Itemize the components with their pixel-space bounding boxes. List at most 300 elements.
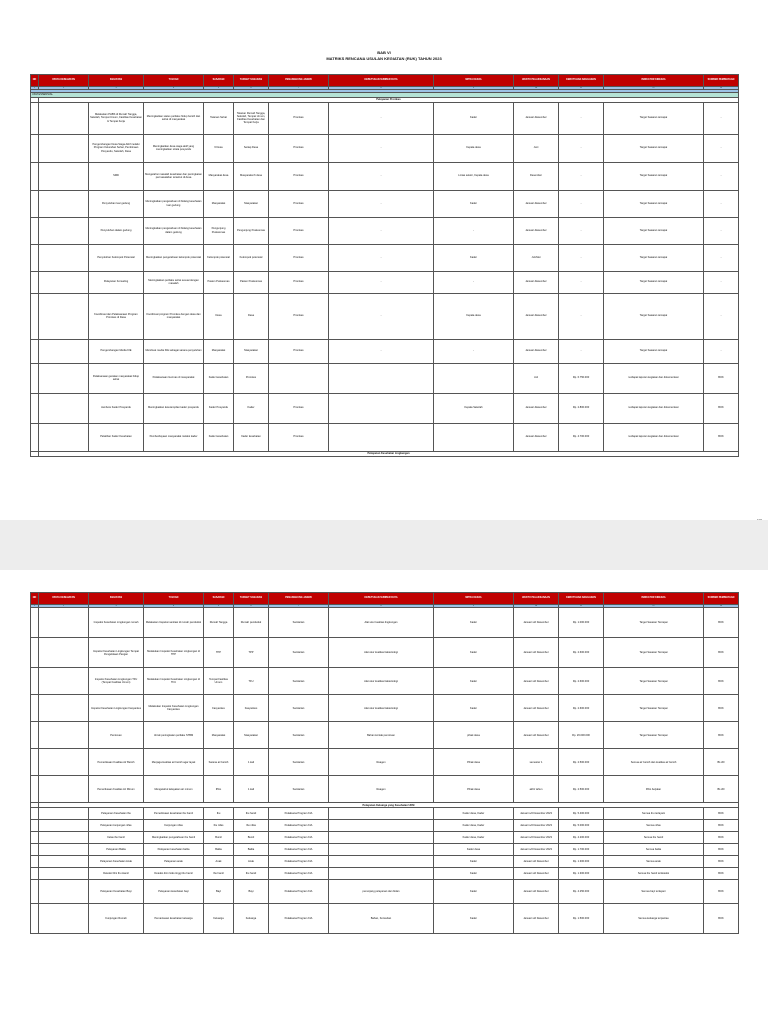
kesling-section-label: Pelayanan Kesehatan Lingkungan	[39, 451, 739, 456]
cell-kegiatan: Kunjungan Rumah	[89, 904, 144, 934]
column-header: KEGIATAN	[89, 75, 144, 87]
cell-sumber: Reagen	[329, 749, 434, 776]
column-header: TUJUAN	[144, 75, 204, 87]
column-number: 2	[39, 605, 89, 608]
cell-waktu: semester 1	[514, 749, 559, 776]
cell-pj: Pelaksana Program KIA	[269, 904, 329, 934]
cell-indikator: Semua bayi terlayani	[604, 880, 704, 904]
cell-sumber: -	[329, 271, 434, 293]
cell-dana: -	[704, 271, 739, 293]
column-number: 7	[269, 605, 329, 608]
cell-anggaran: -	[559, 217, 604, 244]
document-title-block	[0, 50, 768, 61]
cell-mitra: Kepala desa	[434, 134, 514, 162]
cell-mitra: Kepala Sekolah	[434, 393, 514, 423]
ruk-matrix-table-2	[30, 592, 739, 934]
cell-target: Setiap Desa	[234, 134, 269, 162]
table-row	[31, 423, 739, 451]
cell-sumber	[329, 832, 434, 844]
cell-pj: Sanitarian	[269, 638, 329, 668]
cell-anggaran: Rp. 4.200.000	[559, 832, 604, 844]
cell-tujuan: Melakukan Inspeksi sanitasi di rumah penduduk	[144, 608, 204, 638]
cell-sumber: Bahan kontak pemicuan	[329, 722, 434, 749]
cell-sasaran: Bumil	[204, 832, 234, 844]
row-number-cell	[31, 244, 39, 271]
column-header: MITRA KERJA	[434, 75, 514, 87]
cell-indikator: Target Sasaran tercapai	[604, 339, 704, 363]
kb-section-label: Pelayanan Keluarga yang Kesehatan UKM	[39, 803, 739, 808]
essential-band-label: UKM ESSENSIAL	[31, 93, 739, 97]
cell-anggaran: -	[559, 271, 604, 293]
cell-tujuan: Membuat media KIE sebagai sarana penyuluhan	[144, 339, 204, 363]
cell-sumber	[329, 808, 434, 820]
cell-indikator: Semua keluarga terpantau	[604, 904, 704, 934]
cell-indikator: Target Sasaran Tercapai	[604, 695, 704, 722]
cell-dana: BOK	[704, 844, 739, 856]
cell-anggaran: Rp. 1.300.000	[559, 868, 604, 880]
cell-kegiatan: Pemeriksaan Kualitas Air Bersih	[89, 749, 144, 776]
cell-sumber	[329, 363, 434, 393]
row-number-cell	[31, 880, 39, 904]
cell-tujuan: Meningkatkan pengetahuan kelompok potensial	[144, 244, 204, 271]
cell-sumber: Alat ukur kualitas bakteriologi	[329, 695, 434, 722]
cell-tujuan: Meningkatkan status perilaku hidup bersih dan sehat di masyarakat	[144, 102, 204, 134]
table-row	[31, 162, 739, 190]
cell-anggaran: Rp. 5.400.000	[559, 808, 604, 820]
cell-tujuan: Melakukan Inspeksi Kesehatan Lingkungan di TFU	[144, 668, 204, 695]
cell-mitra: Kader	[434, 904, 514, 934]
cell-pj: Sanitarian	[269, 608, 329, 638]
column-header: SUMBER PEMBIAYAAN	[704, 75, 739, 87]
cell-waktu: Januari s/d Desember	[514, 608, 559, 638]
cell-target: Masyarakat	[234, 722, 269, 749]
cell-waktu: Juli-Mei	[514, 244, 559, 271]
cell-anggaran: -	[559, 134, 604, 162]
cell-target: Tatanan Rumah Tangga, Sekolah, Tempat Umum, Fasilitas Kesehatan dan Tempat Kerja	[234, 102, 269, 134]
cell-sasaran: Masyarakat	[204, 722, 234, 749]
upaya-cell	[39, 393, 89, 423]
table-row	[31, 244, 739, 271]
cell-waktu: Januari-Desember	[514, 423, 559, 451]
cell-target: Bayi	[234, 880, 269, 904]
cell-dana: BOK	[704, 880, 739, 904]
cell-tujuan: Menjaga kualitas air bersih agar layak	[144, 749, 204, 776]
cell-sasaran: Desa	[204, 293, 234, 339]
row-number-cell	[31, 668, 39, 695]
cell-sumber	[329, 844, 434, 856]
column-header: WAKTU PELAKSANAAN	[514, 593, 559, 605]
cell-indikator: Target Sasaran tercapai	[604, 244, 704, 271]
cell-sasaran: Pengunjung Puskesmas	[204, 217, 234, 244]
cell-kegiatan: Deteksi Dini Ibu Hamil	[89, 868, 144, 880]
column-header: SASARAN	[204, 593, 234, 605]
cell-indikator: Target Sasaran tercapai	[604, 134, 704, 162]
cell-dana: BOK	[704, 820, 739, 832]
cell-waktu: Desember	[514, 162, 559, 190]
cell-kegiatan: Pelayanan Kesehatan Bayi	[89, 880, 144, 904]
column-number: 2	[39, 87, 89, 90]
cell-anggaran: -	[559, 339, 604, 363]
cell-mitra: Kader	[434, 880, 514, 904]
table-row	[31, 134, 739, 162]
cell-tujuan: Pelayanan kesehatan bayi	[144, 880, 204, 904]
cell-dana: BOK	[704, 638, 739, 668]
column-number: 8	[329, 87, 434, 90]
cell-target: TFU	[234, 668, 269, 695]
column-header: KEGIATAN	[89, 593, 144, 605]
column-number: 1	[31, 87, 39, 90]
cell-target: Kelompok potensial	[234, 244, 269, 271]
cell-sumber: -	[329, 217, 434, 244]
cell-sasaran: Keluarga	[204, 904, 234, 934]
cell-kegiatan: Pelayanan Balita	[89, 844, 144, 856]
cell-mitra: Kader desa	[434, 844, 514, 856]
column-number: 5	[204, 87, 234, 90]
cell-sasaran: Pasien Puskesmas	[204, 271, 234, 293]
cell-mitra: Kader	[434, 190, 514, 217]
cell-anggaran: Rp. 2.600.000	[559, 668, 604, 695]
upaya-cell	[39, 749, 89, 776]
column-header: KEBUTUHAN ANGGARAN	[559, 593, 604, 605]
row-number-cell	[31, 608, 39, 638]
cell-indikator: Semua air bersih dan kualitas air bersih	[604, 749, 704, 776]
table-row	[31, 808, 739, 820]
cell-sasaran: Bayi	[204, 880, 234, 904]
cell-indikator: Target Sasaran tercapai	[604, 162, 704, 190]
cell-mitra: -	[434, 339, 514, 363]
cell-dana: BLUD	[704, 776, 739, 803]
column-header: PENANGGUNG JAWAB	[269, 75, 329, 87]
column-number: 8	[329, 605, 434, 608]
upaya-cell	[39, 134, 89, 162]
cell-anggaran: Rp. 1.700.000	[559, 844, 604, 856]
cell-sumber	[329, 868, 434, 880]
cell-mitra: Kader	[434, 695, 514, 722]
cell-target: Ibu nifas	[234, 820, 269, 832]
cell-indikator: Semua ibu terlayani	[604, 808, 704, 820]
cell-dana: BOK	[704, 856, 739, 868]
table-row	[31, 856, 739, 868]
cell-pj: Pelaksana Program KIA	[269, 880, 329, 904]
cell-kegiatan: Melakukan PHBS di Rumah Tangga, Sekolah, Tempat Umum, Fasilitas Kesehatan & Tempat Kerja	[89, 102, 144, 134]
cell-waktu: Januari s/d Desember	[514, 856, 559, 868]
kesling-section-row	[31, 451, 739, 456]
table-row	[31, 668, 739, 695]
cell-waktu: Januari-Desember	[514, 217, 559, 244]
upaya-cell	[39, 217, 89, 244]
cell-kegiatan: SMD	[89, 162, 144, 190]
upaya-cell	[39, 820, 89, 832]
cell-tujuan: Pemeriksaan kesehatan ibu hamil	[144, 808, 204, 820]
column-header: KEBUTUHAN SUMBER DAYA	[329, 75, 434, 87]
cell-kegiatan: Pengembangan Desa Siaga Aktif melalui Program Kelurahan Sehat, Pembinaan Posyandu, Sekolah, Desa	[89, 134, 144, 162]
cell-mitra: Kader	[434, 856, 514, 868]
cell-kegiatan: Penyuluhan luar gedung	[89, 190, 144, 217]
cell-target: Rumah penduduk	[234, 608, 269, 638]
column-header: UPAYA KESEHATAN	[39, 75, 89, 87]
cell-sasaran: Rumah Tangga	[204, 608, 234, 638]
cell-waktu: akhir tahun	[514, 776, 559, 803]
cell-sasaran: Balita	[204, 844, 234, 856]
table-row	[31, 293, 739, 339]
cell-indikator: Semua ibu hamil	[604, 832, 704, 844]
cell-target: Kader kesehatan	[234, 423, 269, 451]
cell-tujuan: Mengetahui kelayakan air minum	[144, 776, 204, 803]
cell-tujuan: Meningkatkan pengetahuan di bidang kesehatan dalam gedung	[144, 217, 204, 244]
cell-dana: BOK	[704, 695, 739, 722]
cell-pj: Sanitarian	[269, 776, 329, 803]
upaya-cell	[39, 832, 89, 844]
cell-indikator: Target Sasaran tercapai	[604, 102, 704, 134]
cell-dana: BOK	[704, 832, 739, 844]
column-header: NO	[31, 593, 39, 605]
table-row	[31, 832, 739, 844]
cell-sumber	[329, 423, 434, 451]
cell-sumber	[329, 856, 434, 868]
cell-indikator: Target Sasaran Tercapai	[604, 722, 704, 749]
cell-waktu: Juni	[514, 134, 559, 162]
row-number-cell	[31, 293, 39, 339]
upaya-cell	[39, 190, 89, 217]
cell-tujuan: Meningkatkan pengetahuan di bidang kesehatan luar gedung	[144, 190, 204, 217]
column-number: 5	[204, 605, 234, 608]
cell-pj: Sanitarian	[269, 722, 329, 749]
cell-dana: BOK	[704, 423, 739, 451]
cell-target: Bumil	[234, 832, 269, 844]
cell-sasaran: IPAL	[204, 776, 234, 803]
cell-mitra: Kepala desa	[434, 293, 514, 339]
cell-indikator: Semua ibu hamil terdeteksi	[604, 868, 704, 880]
cell-kegiatan: Pemicuan	[89, 722, 144, 749]
cell-indikator: Target Sasaran Tercapai	[604, 638, 704, 668]
cell-dana: BOK	[704, 363, 739, 393]
ruk-matrix-table-1	[30, 74, 739, 457]
cell-target: 1 kali	[234, 749, 269, 776]
cell-tujuan: Mengetahui masalah kesehatan dan peningkatan permasalahan tersebut di desa	[144, 162, 204, 190]
table-row	[31, 190, 739, 217]
cell-target: Ibu hamil	[234, 808, 269, 820]
cell-pj: Pelaksana Program KIA	[269, 820, 329, 832]
cell-waktu: Januari-Desember	[514, 393, 559, 423]
cell-sasaran: Ibu hamil	[204, 868, 234, 880]
cell-target: Keluarga	[234, 904, 269, 934]
cell-dana: BOK	[704, 808, 739, 820]
cell-tujuan: Meningkatkan perilaku sehat sesuai dengan masalah	[144, 271, 204, 293]
cell-target: Pengunjung Puskesmas	[234, 217, 269, 244]
row-number-cell	[31, 190, 39, 217]
table-body-2	[31, 608, 739, 934]
cell-pj: Promkes	[269, 190, 329, 217]
cell-sasaran: Tatanan Sehat	[204, 102, 234, 134]
cell-tujuan: Meningkatkan desa siaga aktif yang meningkatkan strata posyandu	[144, 134, 204, 162]
column-number: 10	[514, 605, 559, 608]
cell-mitra: Kader desa, Kader	[434, 808, 514, 820]
cell-pj: Promkes	[269, 293, 329, 339]
cell-mitra: Kader	[434, 868, 514, 880]
cell-pj: Promkes	[269, 134, 329, 162]
cell-pj: Sanitarian	[269, 695, 329, 722]
column-number: 1	[31, 605, 39, 608]
upaya-cell	[39, 808, 89, 820]
cell-sasaran: Kader kesehatan	[204, 363, 234, 393]
cell-mitra: -	[434, 271, 514, 293]
cell-sumber	[329, 820, 434, 832]
cell-target: Pasien Puskesmas	[234, 271, 269, 293]
row-number-cell	[31, 776, 39, 803]
cell-indikator: Target Sasaran tercapai	[604, 271, 704, 293]
cell-tujuan: Meningkatkan keterampilan kader posyandu	[144, 393, 204, 423]
cell-waktu: Januari s/d Desember	[514, 904, 559, 934]
column-header: SUMBER PEMBIAYAAN	[704, 593, 739, 605]
row-number-cell	[31, 722, 39, 749]
cell-sumber: -	[329, 339, 434, 363]
cell-indikator: Semua anak	[604, 856, 704, 868]
cell-waktu: Januari-Desember	[514, 339, 559, 363]
column-number: 10	[514, 87, 559, 90]
cell-target: Promkes	[234, 363, 269, 393]
table-row	[31, 271, 739, 293]
upaya-cell	[39, 293, 89, 339]
column-header: TARGET SASARAN	[234, 593, 269, 605]
cell-anggaran: -	[559, 102, 604, 134]
cell-sumber: Alat ukur kualitas bakteriologi	[329, 638, 434, 668]
cell-kegiatan: Koordinasi dan Pelaksanaan Program Promkes di Desa	[89, 293, 144, 339]
cell-sasaran: Kader kesehatan	[204, 423, 234, 451]
cell-indikator: terdapat laporan kegiatan dan dokumentasi	[604, 393, 704, 423]
cell-sasaran: Ibu	[204, 808, 234, 820]
cell-waktu: Januari s/d Desember	[514, 695, 559, 722]
table-header-row	[31, 593, 739, 605]
cell-anggaran: Rp. 1.500.000	[559, 904, 604, 934]
cell-target: 1 kali	[234, 776, 269, 803]
table-row	[31, 868, 739, 880]
upaya-cell	[39, 244, 89, 271]
cell-sasaran: Masyarakat	[204, 190, 234, 217]
upaya-cell	[39, 844, 89, 856]
column-number: 11	[559, 605, 604, 608]
cell-sasaran: Kelompok potensial	[204, 244, 234, 271]
cell-kegiatan: Pelaksanaan gerakan masyarakat hidup sehat	[89, 363, 144, 393]
cell-waktu: Januari s/d Desember 2023	[514, 844, 559, 856]
upaya-cell	[39, 722, 89, 749]
cell-target: Masyarakat	[234, 190, 269, 217]
cell-indikator: Target Sasaran Tercapai	[604, 668, 704, 695]
cell-anggaran: Rp. 26.000.000	[559, 722, 604, 749]
table-row	[31, 820, 739, 832]
upaya-cell	[39, 363, 89, 393]
table-row	[31, 695, 739, 722]
cell-sumber: Alat ukur kualitas lingkungan	[329, 608, 434, 638]
cell-sasaran: Fasyankes	[204, 695, 234, 722]
cell-tujuan: Untuk peningkatan perilaku STBM	[144, 722, 204, 749]
cell-kegiatan: Penyuluhan Kelompok Potensial	[89, 244, 144, 271]
cell-sasaran: Anak	[204, 856, 234, 868]
table-row	[31, 844, 739, 856]
column-number: 3	[89, 605, 144, 608]
table-header-row	[31, 75, 739, 87]
cell-mitra: Kader	[434, 608, 514, 638]
row-number-cell	[31, 162, 39, 190]
cell-target: Balita	[234, 844, 269, 856]
cell-anggaran: Rp. 6.750.000	[559, 363, 604, 393]
cell-indikator: Target Sasaran tercapai	[604, 190, 704, 217]
cell-dana: -	[704, 244, 739, 271]
cell-target: Ibu hamil	[234, 868, 269, 880]
cell-waktu: Januari s/d Desember	[514, 880, 559, 904]
cell-pj: Promkes	[269, 271, 329, 293]
cell-target: TPP	[234, 638, 269, 668]
row-number-cell	[31, 695, 39, 722]
upaya-cell	[39, 856, 89, 868]
cell-sumber: penunjang pelayanan dan bidan	[329, 880, 434, 904]
cell-dana: BOK	[704, 393, 739, 423]
table-row	[31, 217, 739, 244]
document-title: BAB VI	[377, 50, 391, 55]
cell-mitra: Pihak desa	[434, 776, 514, 803]
cell-sumber: -	[329, 102, 434, 134]
column-header: PENANGGUNG JAWAB	[269, 593, 329, 605]
row-number-cell	[31, 423, 39, 451]
column-header: NO	[31, 75, 39, 87]
document-subtitle: MATRIKS RENCANA USULAN KEGIATAN (RUK) TAHUN 2023	[326, 55, 442, 61]
cell-dana: BLUD	[704, 749, 739, 776]
cell-mitra: Lintas sektor, Kepala desa	[434, 162, 514, 190]
column-header: TUJUAN	[144, 593, 204, 605]
cell-anggaran: -	[559, 190, 604, 217]
cell-dana: -	[704, 293, 739, 339]
cell-waktu: Januari s/d Desember 2023	[514, 820, 559, 832]
cell-waktu: Januari-Desember	[514, 271, 559, 293]
cell-sasaran: TPP	[204, 638, 234, 668]
cell-kegiatan: Inspeksi Kesehatan Lingkungan rumah	[89, 608, 144, 638]
column-number: 13	[704, 605, 739, 608]
row-number-cell	[31, 856, 39, 868]
cell-target: Fasyankes	[234, 695, 269, 722]
cell-tujuan: Koordinasi program Promkes dengan desa dan masyarakat	[144, 293, 204, 339]
cell-pj: Promkes	[269, 244, 329, 271]
cell-sasaran: Kader Posyandu	[204, 393, 234, 423]
column-header: INDIKATOR KINERJA	[604, 75, 704, 87]
cell-anggaran: Rp. 5.000.000	[559, 820, 604, 832]
cell-kegiatan: Pelatihan Kader Kesehatan	[89, 423, 144, 451]
cell-anggaran: Rp. 4.250.000	[559, 880, 604, 904]
cell-anggaran: Rp. 2.500.000	[559, 776, 604, 803]
cell-kegiatan: Pemeriksaan Kualitas Air Minum	[89, 776, 144, 803]
table-row	[31, 904, 739, 934]
cell-kegiatan: Penyuluhan dalam gedung	[89, 217, 144, 244]
row-number-cell	[31, 102, 39, 134]
column-number: 6	[234, 605, 269, 608]
cell-target: Desa	[234, 293, 269, 339]
cell-mitra: Pihak desa	[434, 749, 514, 776]
cell-tujuan: Meningkatkan pengetahuan ibu hamil	[144, 832, 204, 844]
cell-sumber: Bahan, Konsultan	[329, 904, 434, 934]
cell-waktu: Januari s/d Desember 2023	[514, 832, 559, 844]
cell-indikator: terdapat laporan kegiatan dan dokumentasi	[604, 363, 704, 393]
cell-indikator: Semua balita	[604, 844, 704, 856]
cell-mitra: Kader desa, Kader	[434, 820, 514, 832]
column-number: 13	[704, 87, 739, 90]
table-row	[31, 880, 739, 904]
cell-sumber	[329, 393, 434, 423]
row-number-cell	[31, 363, 39, 393]
upaya-cell	[39, 162, 89, 190]
cell-dana: -	[704, 217, 739, 244]
cell-anggaran: -	[559, 162, 604, 190]
upaya-cell	[39, 638, 89, 668]
cell-sasaran: Sarana air bersih	[204, 749, 234, 776]
row-number-cell	[31, 868, 39, 880]
